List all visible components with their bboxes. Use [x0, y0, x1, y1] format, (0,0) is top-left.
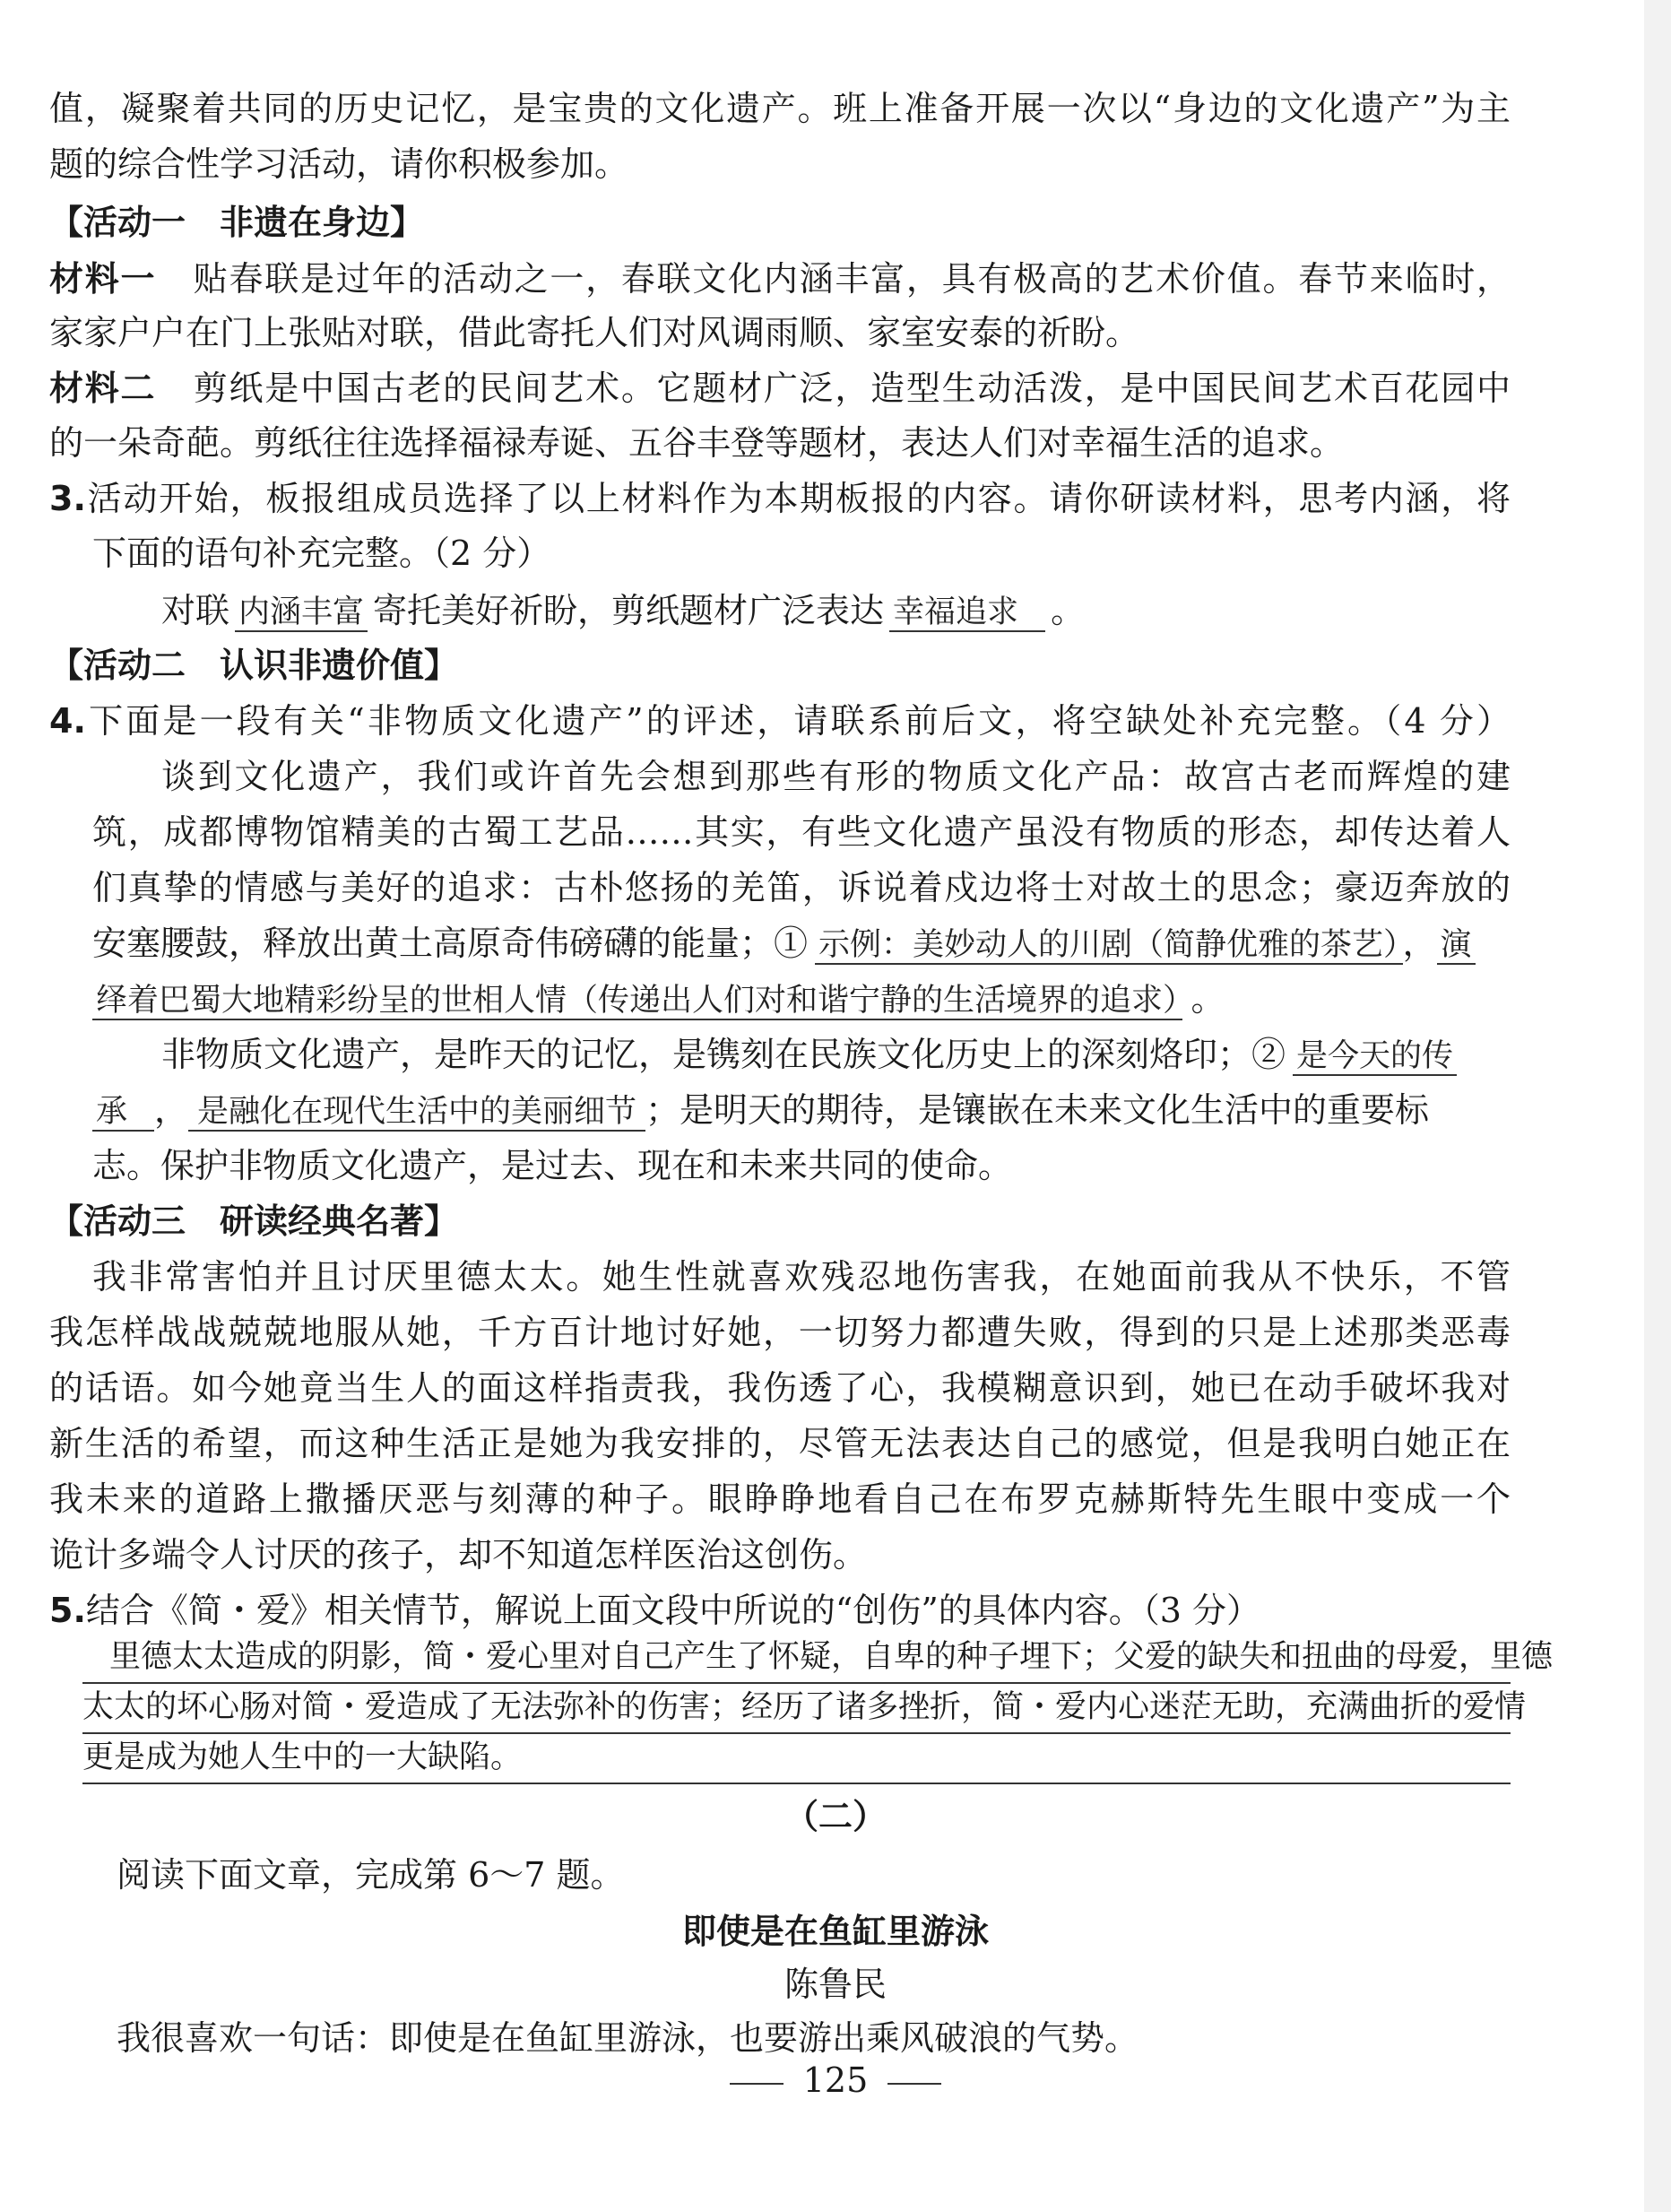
- section2-heading: （二）: [784, 1797, 887, 1836]
- q4-para-line-4: [92, 918, 1511, 970]
- q4-para-text-4: 安塞腰鼓，释放出黄土高原奇伟磅礴的能量；①: [92, 924, 809, 963]
- q5-number: 5.: [49, 1591, 86, 1630]
- q5-answer-line-1[interactable]: 里德太太造成的阴影，简・爱心里对自己产生了怀疑，自卑的种子埋下；父爱的缺失和扭曲的母爱，里德: [82, 1632, 1511, 1684]
- footer-dash-right: [887, 2083, 941, 2085]
- q4-para2-text-1: 非物质文化遗产，是昨天的记忆，是镌刻在民族文化历史上的深刻烙印；②: [161, 1035, 1286, 1074]
- activity1-heading: 【活动一 非遗在身边】: [49, 203, 425, 242]
- q4-para2-line-1: [161, 1029, 1511, 1081]
- q5-text-1: 结合《简・爱》相关情节，解说上面文段中所说的“创伤”的具体内容。（3 分）: [85, 1591, 1261, 1630]
- excerpt-line-2: 我怎样战战兢兢地服从她，千方百计地讨好她，一切努力都遭失败，得到的只是上述那类恶毒: [49, 1313, 1511, 1352]
- q4-answer-end-1: 。: [1190, 979, 1225, 1019]
- excerpt-line-1: 我非常害怕并且讨厌里德太太。她生性就喜欢残忍地伤害我，在她面前我从不快乐，不管: [92, 1257, 1511, 1297]
- q3-number: 3.: [49, 479, 86, 518]
- material2-line-1: [49, 363, 1511, 413]
- q4-para-line-1: 谈到文化遗产，我们或许首先会想到那些有形的物质文化产品：故宫古老而辉煌的建: [161, 757, 1511, 796]
- material2-line-2: 的一朵奇葩。剪纸往往选择福禄寿诞、五谷丰登等题材，表达人们对幸福生活的追求。: [49, 423, 1345, 463]
- intro-line-2: 题的综合性学习活动，请你积极参加。: [49, 144, 629, 184]
- page-number: 125: [802, 2060, 869, 2100]
- material1-line-2: 家家户户在门上张贴对联，借此寄托人们对风调雨顺、家室安泰的祈盼。: [49, 313, 1140, 352]
- article-author: 陈鲁民: [784, 1965, 887, 2004]
- article-title: 即使是在鱼缸里游泳: [681, 1912, 989, 1951]
- q3-line-2: 下面的语句补充完整。（2 分）: [92, 533, 551, 573]
- excerpt-line-4: 新生活的希望，而这种生活正是她为我安排的，尽管无法表达自己的感觉，但是我明白她正在: [49, 1424, 1511, 1463]
- material2-label: 材料二: [49, 369, 157, 408]
- q4-text-1: 下面是一段有关“非物质文化遗产”的评述，请联系前后文，将空缺处补充完整。（4 分）: [85, 701, 1511, 741]
- q4-line-1: [49, 696, 1511, 746]
- q3-prompt-3: 。: [1051, 591, 1086, 630]
- q5-line-1: [49, 1585, 1511, 1635]
- q4-answer-blank-2c[interactable]: 是融化在现代生活中的美丽细节: [188, 1094, 645, 1132]
- q4-answer-blank-2b[interactable]: 承: [92, 1094, 154, 1132]
- q4-para-line-5: [92, 974, 1511, 1026]
- q4-answer-blank-1a[interactable]: 示例：美妙动人的川剧（简静优雅的茶艺）: [815, 927, 1403, 965]
- q5-answer-line-3[interactable]: 更是成为她人生中的一大缺陷。: [82, 1732, 1511, 1784]
- q3-answer-line: [161, 586, 1511, 638]
- section2-instruction: 阅读下面文章，完成第 6～7 题。: [117, 1855, 625, 1895]
- q4-answer-comma-2: ，: [154, 1090, 189, 1130]
- footer-dash-left: [730, 2083, 784, 2085]
- q4-number: 4.: [49, 701, 86, 741]
- q3-line-1: [49, 473, 1511, 524]
- q4-answer-blank-2a[interactable]: 是今天的传: [1293, 1038, 1457, 1076]
- q3-prompt-1: 对联: [161, 591, 230, 630]
- q5-answer-line-2[interactable]: 太太的坏心肠对简・爱造成了无法弥补的伤害；经历了诸多挫折，简・爱内心迷茫无助，充满曲折的爱情: [82, 1682, 1511, 1734]
- material2-text-1: 剪纸是中国古老的民间艺术。它题材广泛，造型生动活泼，是中国民间艺术百花园中: [193, 369, 1511, 408]
- activity2-heading: 【活动二 认识非遗价值】: [49, 646, 459, 685]
- article-first-line: 我很喜欢一句话：即使是在鱼缸里游泳，也要游出乘风破浪的气势。: [117, 2018, 1139, 2058]
- intro-line-1: 值，凝聚着共同的历史记忆，是宝贵的文化遗产。班上准备开展一次以“身边的文化遗产”为主: [49, 89, 1511, 128]
- excerpt-line-3: 的话语。如今她竟当生人的面这样指责我，我伤透了心，我模糊意识到，她已在动手破坏我对: [49, 1368, 1511, 1408]
- q4-para-line-2: 筑，成都博物馆精美的古蜀工艺品……其实，有些文化遗产虽没有物质的形态，却传达着人: [92, 812, 1511, 852]
- q3-answer-blank-2[interactable]: 幸福追求: [889, 594, 1045, 632]
- scan-edge: [1644, 0, 1671, 2212]
- material1-line-1: [49, 254, 1511, 304]
- material1-text-1: 贴春联是过年的活动之一，春联文化内涵丰富，具有极高的艺术价值。春节来临时，: [193, 259, 1511, 299]
- q3-answer-blank-1[interactable]: 内涵丰富: [235, 594, 368, 632]
- activity3-heading: 【活动三 研读经典名著】: [49, 1201, 459, 1241]
- material1-label: 材料一: [49, 259, 157, 299]
- q4-para2-line-3: 志。保护非物质文化遗产，是过去、现在和未来共同的使命。: [92, 1146, 1013, 1185]
- excerpt-line-6: 诡计多端令人讨厌的孩子，却不知道怎样医治这创伤。: [49, 1535, 868, 1574]
- q3-prompt-2: 寄托美好祈盼，剪纸题材广泛表达: [373, 591, 885, 630]
- q4-answer-comma-1: ，: [1402, 924, 1437, 963]
- q4-answer-blank-1c[interactable]: 绎着巴蜀大地精彩纷呈的世相人情（传递出人们对和谐宁静的生活境界的追求）: [92, 983, 1182, 1020]
- q4-para-line-3: 们真挚的情感与美好的追求：古朴悠扬的羌笛，诉说着戍边将士对故土的思念；豪迈奔放的: [92, 868, 1511, 907]
- excerpt-line-5: 我未来的道路上撒播厌恶与刻薄的种子。眼睁睁地看自己在布罗克赫斯特先生眼中变成一个: [49, 1479, 1511, 1519]
- q4-para2-line-2: [92, 1085, 1511, 1137]
- page-footer: [0, 2055, 1671, 2105]
- q4-para2-text-2: ；是明天的期待，是镶嵌在未来文化生活中的重要标: [645, 1090, 1430, 1130]
- q3-text-1: 活动开始，板报组成员选择了以上材料作为本期板报的内容。请你研读材料，思考内涵，将: [85, 479, 1511, 518]
- q4-answer-blank-1b[interactable]: 演: [1437, 927, 1476, 965]
